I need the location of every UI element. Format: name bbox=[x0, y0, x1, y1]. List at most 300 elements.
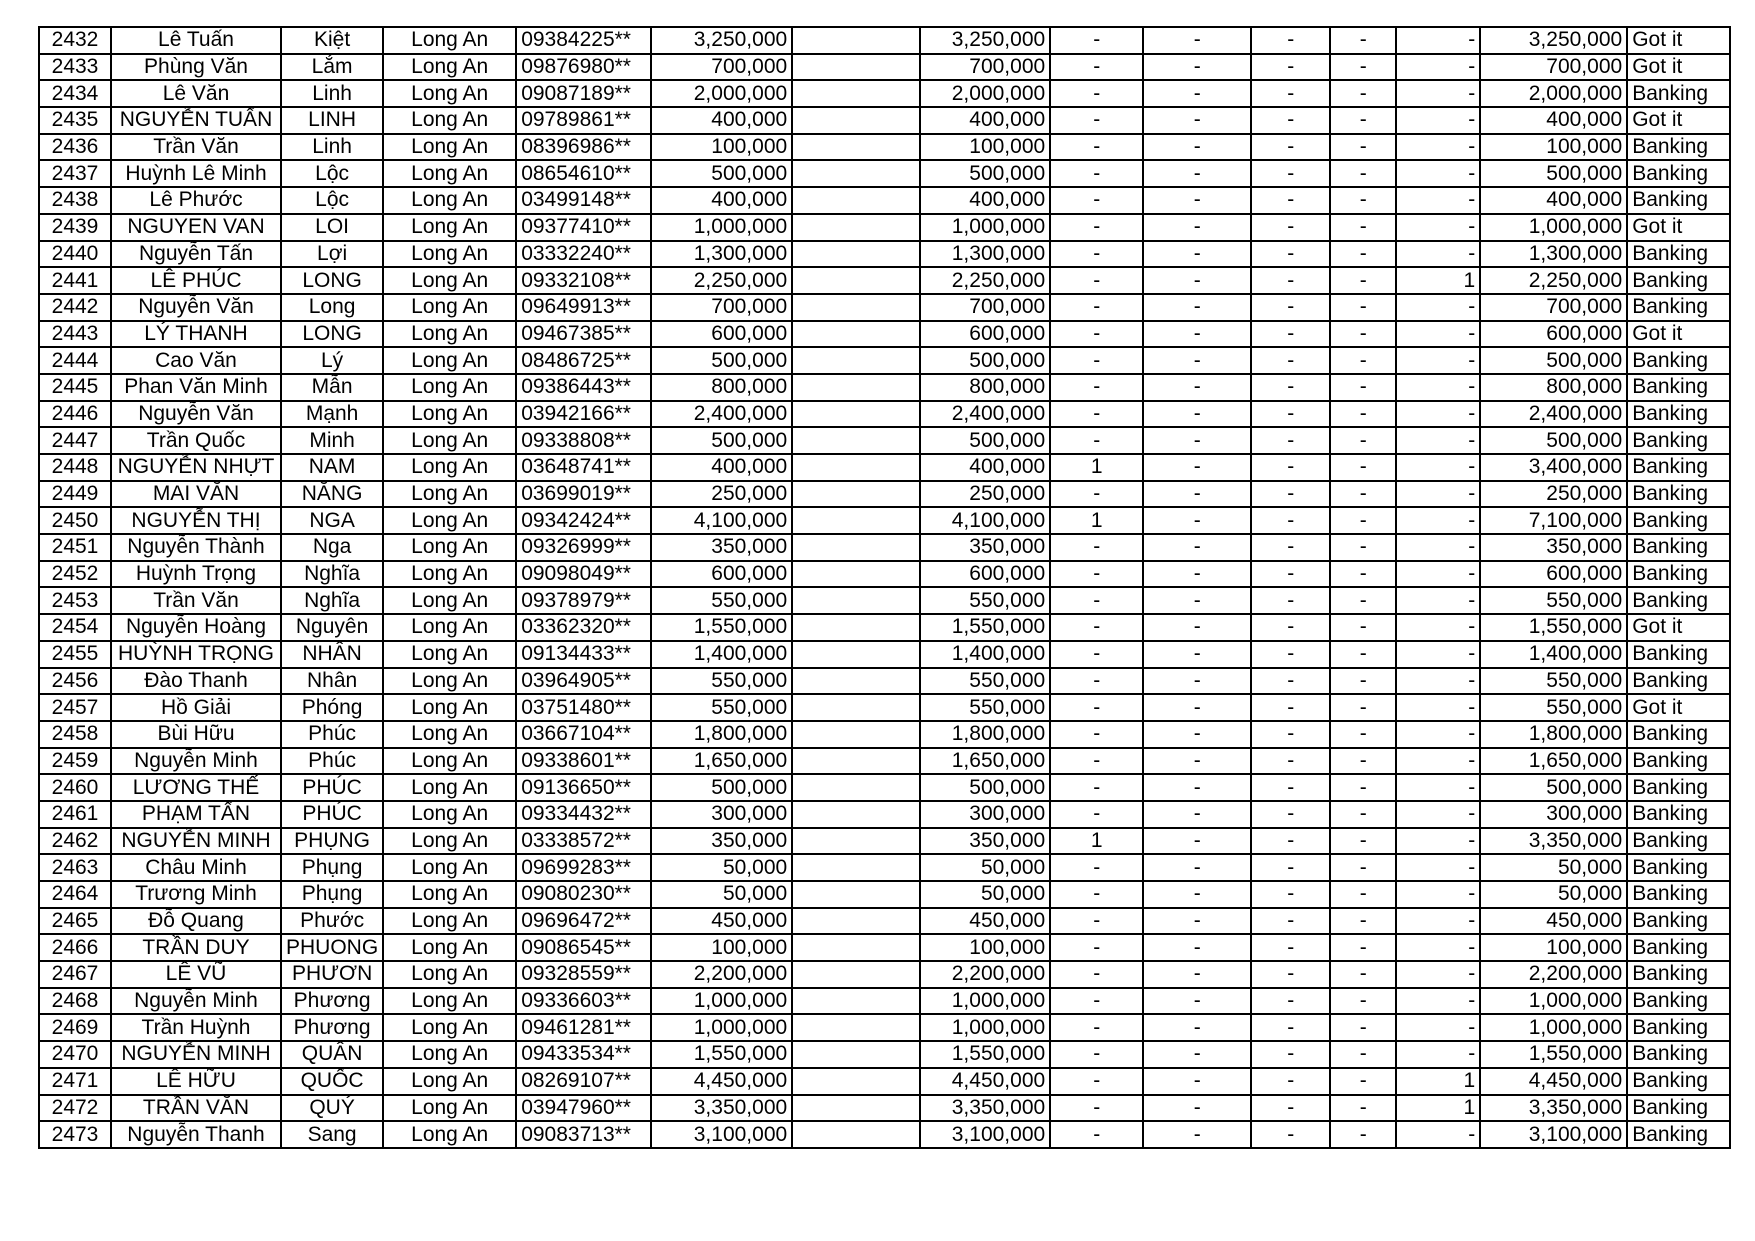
surname-cell: LÝ THANH bbox=[111, 321, 281, 348]
flag-5-cell: 1 bbox=[1396, 1068, 1480, 1095]
amount-cell: 1,650,000 bbox=[651, 748, 792, 775]
flag-2-cell: - bbox=[1143, 321, 1251, 348]
total-cell: 1,550,000 bbox=[1480, 1041, 1627, 1068]
flag-2-cell: - bbox=[1143, 160, 1251, 187]
surname-cell: Nguyễn Minh bbox=[111, 988, 281, 1015]
flag-2-cell: - bbox=[1143, 507, 1251, 534]
row-number-cell: 2469 bbox=[39, 1014, 111, 1041]
flag-3-cell: - bbox=[1251, 828, 1330, 855]
amount-cell: 1,000,000 bbox=[651, 1014, 792, 1041]
blank-cell bbox=[792, 721, 920, 748]
row-number-cell: 2467 bbox=[39, 961, 111, 988]
phone-cell: 08654610** bbox=[516, 160, 651, 187]
total-cell: 3,100,000 bbox=[1480, 1121, 1627, 1148]
amount-cell: 350,000 bbox=[651, 828, 792, 855]
flag-4-cell: - bbox=[1330, 721, 1396, 748]
payment-method-cell: Banking bbox=[1627, 294, 1730, 321]
amount-cell: 2,200,000 bbox=[651, 961, 792, 988]
total-cell: 600,000 bbox=[1480, 561, 1627, 588]
flag-1-cell: - bbox=[1050, 908, 1143, 935]
total-cell: 2,250,000 bbox=[1480, 267, 1627, 294]
row-number-cell: 2460 bbox=[39, 774, 111, 801]
flag-3-cell: - bbox=[1251, 160, 1330, 187]
blank-cell bbox=[792, 534, 920, 561]
flag-5-cell: - bbox=[1396, 507, 1480, 534]
flag-3-cell: - bbox=[1251, 267, 1330, 294]
flag-2-cell: - bbox=[1143, 534, 1251, 561]
row-number-cell: 2466 bbox=[39, 934, 111, 961]
surname-cell: MAI VĂN bbox=[111, 481, 281, 508]
flag-3-cell: - bbox=[1251, 80, 1330, 107]
flag-3-cell: - bbox=[1251, 374, 1330, 401]
total-cell: 300,000 bbox=[1480, 801, 1627, 828]
flag-3-cell: - bbox=[1251, 427, 1330, 454]
surname-cell: NGUYỄN NHỰT bbox=[111, 454, 281, 481]
flag-3-cell: - bbox=[1251, 1121, 1330, 1148]
total-cell: 2,200,000 bbox=[1480, 961, 1627, 988]
flag-4-cell: - bbox=[1330, 534, 1396, 561]
total-cell: 550,000 bbox=[1480, 694, 1627, 721]
flag-3-cell: - bbox=[1251, 54, 1330, 81]
flag-4-cell: - bbox=[1330, 454, 1396, 481]
amount-2-cell: 1,000,000 bbox=[920, 214, 1050, 241]
amount-cell: 500,000 bbox=[651, 160, 792, 187]
payment-method-cell: Banking bbox=[1627, 774, 1730, 801]
flag-4-cell: - bbox=[1330, 1121, 1396, 1148]
blank-cell bbox=[792, 934, 920, 961]
amount-cell: 1,550,000 bbox=[651, 614, 792, 641]
amount-2-cell: 1,650,000 bbox=[920, 748, 1050, 775]
blank-cell bbox=[792, 401, 920, 428]
flag-2-cell: - bbox=[1143, 214, 1251, 241]
total-cell: 350,000 bbox=[1480, 534, 1627, 561]
blank-cell bbox=[792, 134, 920, 161]
phone-cell: 09086545** bbox=[516, 934, 651, 961]
amount-cell: 700,000 bbox=[651, 294, 792, 321]
flag-4-cell: - bbox=[1330, 748, 1396, 775]
flag-2-cell: - bbox=[1143, 908, 1251, 935]
flag-2-cell: - bbox=[1143, 881, 1251, 908]
table-row bbox=[39, 454, 1730, 481]
flag-2-cell: - bbox=[1143, 587, 1251, 614]
surname-cell: Nguyễn Văn bbox=[111, 294, 281, 321]
amount-2-cell: 350,000 bbox=[920, 828, 1050, 855]
amount-cell: 800,000 bbox=[651, 374, 792, 401]
flag-5-cell: - bbox=[1396, 294, 1480, 321]
row-number-cell: 2437 bbox=[39, 160, 111, 187]
flag-4-cell: - bbox=[1330, 401, 1396, 428]
amount-cell: 300,000 bbox=[651, 801, 792, 828]
phone-cell: 03964905** bbox=[516, 668, 651, 695]
row-number-cell: 2455 bbox=[39, 641, 111, 668]
province-cell: Long An bbox=[383, 427, 516, 454]
table-row bbox=[39, 481, 1730, 508]
payment-method-cell: Banking bbox=[1627, 134, 1730, 161]
surname-cell: Huỳnh Trọng bbox=[111, 561, 281, 588]
province-cell: Long An bbox=[383, 934, 516, 961]
total-cell: 1,000,000 bbox=[1480, 1014, 1627, 1041]
total-cell: 500,000 bbox=[1480, 160, 1627, 187]
flag-1-cell: - bbox=[1050, 294, 1143, 321]
flag-2-cell: - bbox=[1143, 374, 1251, 401]
province-cell: Long An bbox=[383, 694, 516, 721]
surname-cell: Cao Văn bbox=[111, 347, 281, 374]
flag-5-cell: - bbox=[1396, 614, 1480, 641]
phone-cell: 09136650** bbox=[516, 774, 651, 801]
flag-2-cell: - bbox=[1143, 854, 1251, 881]
amount-2-cell: 250,000 bbox=[920, 481, 1050, 508]
province-cell: Long An bbox=[383, 54, 516, 81]
blank-cell bbox=[792, 54, 920, 81]
phone-cell: 03667104** bbox=[516, 721, 651, 748]
amount-2-cell: 550,000 bbox=[920, 587, 1050, 614]
blank-cell bbox=[792, 107, 920, 134]
flag-5-cell: - bbox=[1396, 241, 1480, 268]
amount-2-cell: 400,000 bbox=[920, 187, 1050, 214]
amount-cell: 450,000 bbox=[651, 908, 792, 935]
flag-5-cell: - bbox=[1396, 401, 1480, 428]
blank-cell bbox=[792, 1041, 920, 1068]
given-name-cell: Nguyên bbox=[281, 614, 383, 641]
total-cell: 50,000 bbox=[1480, 881, 1627, 908]
table-row bbox=[39, 267, 1730, 294]
flag-5-cell: - bbox=[1396, 694, 1480, 721]
blank-cell bbox=[792, 294, 920, 321]
payment-method-cell: Banking bbox=[1627, 854, 1730, 881]
flag-5-cell: - bbox=[1396, 934, 1480, 961]
amount-cell: 1,000,000 bbox=[651, 214, 792, 241]
amount-2-cell: 700,000 bbox=[920, 294, 1050, 321]
province-cell: Long An bbox=[383, 721, 516, 748]
row-number-cell: 2468 bbox=[39, 988, 111, 1015]
payment-method-cell: Banking bbox=[1627, 401, 1730, 428]
payment-method-cell: Banking bbox=[1627, 1095, 1730, 1122]
payment-method-cell: Banking bbox=[1627, 481, 1730, 508]
surname-cell: LÊ HỮU bbox=[111, 1068, 281, 1095]
flag-4-cell: - bbox=[1330, 1014, 1396, 1041]
province-cell: Long An bbox=[383, 80, 516, 107]
payment-method-cell: Banking bbox=[1627, 1121, 1730, 1148]
flag-1-cell: - bbox=[1050, 561, 1143, 588]
flag-3-cell: - bbox=[1251, 507, 1330, 534]
flag-1-cell: - bbox=[1050, 721, 1143, 748]
flag-5-cell: - bbox=[1396, 481, 1480, 508]
province-cell: Long An bbox=[383, 614, 516, 641]
amount-2-cell: 1,000,000 bbox=[920, 1014, 1050, 1041]
payment-method-cell: Banking bbox=[1627, 961, 1730, 988]
flag-1-cell: 1 bbox=[1050, 507, 1143, 534]
flag-3-cell: - bbox=[1251, 534, 1330, 561]
table-row bbox=[39, 80, 1730, 107]
surname-cell: Trần Văn bbox=[111, 134, 281, 161]
table-row bbox=[39, 614, 1730, 641]
flag-3-cell: - bbox=[1251, 107, 1330, 134]
amount-2-cell: 1,800,000 bbox=[920, 721, 1050, 748]
flag-4-cell: - bbox=[1330, 881, 1396, 908]
flag-5-cell: - bbox=[1396, 1121, 1480, 1148]
blank-cell bbox=[792, 1014, 920, 1041]
amount-2-cell: 1,550,000 bbox=[920, 1041, 1050, 1068]
row-number-cell: 2463 bbox=[39, 854, 111, 881]
flag-5-cell: - bbox=[1396, 988, 1480, 1015]
amount-2-cell: 2,250,000 bbox=[920, 267, 1050, 294]
payment-method-cell: Got it bbox=[1627, 107, 1730, 134]
flag-5-cell: - bbox=[1396, 427, 1480, 454]
total-cell: 2,400,000 bbox=[1480, 401, 1627, 428]
flag-1-cell: - bbox=[1050, 187, 1143, 214]
flag-3-cell: - bbox=[1251, 641, 1330, 668]
blank-cell bbox=[792, 267, 920, 294]
phone-cell: 09342424** bbox=[516, 507, 651, 534]
amount-cell: 1,800,000 bbox=[651, 721, 792, 748]
row-number-cell: 2454 bbox=[39, 614, 111, 641]
flag-1-cell: - bbox=[1050, 1121, 1143, 1148]
flag-1-cell: - bbox=[1050, 854, 1143, 881]
total-cell: 4,450,000 bbox=[1480, 1068, 1627, 1095]
row-number-cell: 2461 bbox=[39, 801, 111, 828]
row-number-cell: 2458 bbox=[39, 721, 111, 748]
amount-2-cell: 700,000 bbox=[920, 54, 1050, 81]
flag-1-cell: - bbox=[1050, 1041, 1143, 1068]
surname-cell: Huỳnh Lê Minh bbox=[111, 160, 281, 187]
phone-cell: 03332240** bbox=[516, 241, 651, 268]
amount-cell: 500,000 bbox=[651, 347, 792, 374]
flag-2-cell: - bbox=[1143, 241, 1251, 268]
surname-cell: Châu Minh bbox=[111, 854, 281, 881]
flag-2-cell: - bbox=[1143, 721, 1251, 748]
flag-1-cell: - bbox=[1050, 374, 1143, 401]
amount-cell: 2,400,000 bbox=[651, 401, 792, 428]
given-name-cell: Lý bbox=[281, 347, 383, 374]
flag-4-cell: - bbox=[1330, 427, 1396, 454]
table-row bbox=[39, 427, 1730, 454]
row-number-cell: 2435 bbox=[39, 107, 111, 134]
total-cell: 250,000 bbox=[1480, 481, 1627, 508]
surname-cell: NGUYỄN MINH bbox=[111, 828, 281, 855]
amount-2-cell: 3,100,000 bbox=[920, 1121, 1050, 1148]
flag-2-cell: - bbox=[1143, 934, 1251, 961]
total-cell: 800,000 bbox=[1480, 374, 1627, 401]
flag-1-cell: - bbox=[1050, 934, 1143, 961]
amount-2-cell: 800,000 bbox=[920, 374, 1050, 401]
given-name-cell: PHUONG bbox=[281, 934, 383, 961]
flag-5-cell: - bbox=[1396, 54, 1480, 81]
surname-cell: Nguyễn Thành bbox=[111, 534, 281, 561]
flag-4-cell: - bbox=[1330, 561, 1396, 588]
flag-5-cell: - bbox=[1396, 801, 1480, 828]
amount-cell: 100,000 bbox=[651, 934, 792, 961]
amount-2-cell: 2,000,000 bbox=[920, 80, 1050, 107]
flag-1-cell: 1 bbox=[1050, 828, 1143, 855]
table-body bbox=[39, 27, 1730, 1148]
flag-2-cell: - bbox=[1143, 27, 1251, 54]
flag-2-cell: - bbox=[1143, 961, 1251, 988]
flag-2-cell: - bbox=[1143, 801, 1251, 828]
payment-method-cell: Banking bbox=[1627, 748, 1730, 775]
flag-4-cell: - bbox=[1330, 507, 1396, 534]
blank-cell bbox=[792, 347, 920, 374]
flag-3-cell: - bbox=[1251, 748, 1330, 775]
table-row bbox=[39, 1095, 1730, 1122]
surname-cell: Lê Văn bbox=[111, 80, 281, 107]
flag-2-cell: - bbox=[1143, 1068, 1251, 1095]
row-number-cell: 2453 bbox=[39, 587, 111, 614]
flag-3-cell: - bbox=[1251, 587, 1330, 614]
flag-5-cell: - bbox=[1396, 1041, 1480, 1068]
flag-3-cell: - bbox=[1251, 27, 1330, 54]
amount-2-cell: 400,000 bbox=[920, 454, 1050, 481]
flag-5-cell: - bbox=[1396, 107, 1480, 134]
flag-4-cell: - bbox=[1330, 107, 1396, 134]
amount-cell: 250,000 bbox=[651, 481, 792, 508]
total-cell: 100,000 bbox=[1480, 134, 1627, 161]
province-cell: Long An bbox=[383, 321, 516, 348]
amount-cell: 600,000 bbox=[651, 561, 792, 588]
payment-method-cell: Got it bbox=[1627, 614, 1730, 641]
flag-5-cell: - bbox=[1396, 721, 1480, 748]
row-number-cell: 2446 bbox=[39, 401, 111, 428]
flag-1-cell: - bbox=[1050, 801, 1143, 828]
flag-5-cell: - bbox=[1396, 828, 1480, 855]
payment-table bbox=[38, 26, 1731, 1149]
flag-3-cell: - bbox=[1251, 347, 1330, 374]
row-number-cell: 2442 bbox=[39, 294, 111, 321]
flag-3-cell: - bbox=[1251, 614, 1330, 641]
row-number-cell: 2456 bbox=[39, 668, 111, 695]
flag-2-cell: - bbox=[1143, 427, 1251, 454]
blank-cell bbox=[792, 881, 920, 908]
blank-cell bbox=[792, 774, 920, 801]
surname-cell: Trần Huỳnh bbox=[111, 1014, 281, 1041]
province-cell: Long An bbox=[383, 347, 516, 374]
province-cell: Long An bbox=[383, 668, 516, 695]
amount-cell: 50,000 bbox=[651, 881, 792, 908]
province-cell: Long An bbox=[383, 561, 516, 588]
flag-4-cell: - bbox=[1330, 241, 1396, 268]
blank-cell bbox=[792, 1121, 920, 1148]
table-row bbox=[39, 961, 1730, 988]
phone-cell: 09334432** bbox=[516, 801, 651, 828]
province-cell: Long An bbox=[383, 828, 516, 855]
amount-2-cell: 400,000 bbox=[920, 107, 1050, 134]
flag-1-cell: - bbox=[1050, 1014, 1143, 1041]
province-cell: Long An bbox=[383, 401, 516, 428]
amount-cell: 1,400,000 bbox=[651, 641, 792, 668]
province-cell: Long An bbox=[383, 641, 516, 668]
flag-5-cell: - bbox=[1396, 80, 1480, 107]
phone-cell: 09876980** bbox=[516, 54, 651, 81]
flag-5-cell: - bbox=[1396, 160, 1480, 187]
flag-4-cell: - bbox=[1330, 160, 1396, 187]
flag-2-cell: - bbox=[1143, 694, 1251, 721]
flag-2-cell: - bbox=[1143, 614, 1251, 641]
flag-3-cell: - bbox=[1251, 881, 1330, 908]
table-row bbox=[39, 587, 1730, 614]
given-name-cell: Phương bbox=[281, 1014, 383, 1041]
province-cell: Long An bbox=[383, 961, 516, 988]
province-cell: Long An bbox=[383, 27, 516, 54]
given-name-cell: LONG bbox=[281, 267, 383, 294]
table-row bbox=[39, 187, 1730, 214]
surname-cell: Phan Văn Minh bbox=[111, 374, 281, 401]
flag-5-cell: - bbox=[1396, 1014, 1480, 1041]
flag-1-cell: - bbox=[1050, 748, 1143, 775]
total-cell: 550,000 bbox=[1480, 587, 1627, 614]
flag-3-cell: - bbox=[1251, 774, 1330, 801]
amount-2-cell: 50,000 bbox=[920, 881, 1050, 908]
amount-2-cell: 3,250,000 bbox=[920, 27, 1050, 54]
phone-cell: 09338601** bbox=[516, 748, 651, 775]
table-row bbox=[39, 534, 1730, 561]
flag-3-cell: - bbox=[1251, 561, 1330, 588]
flag-3-cell: - bbox=[1251, 1095, 1330, 1122]
flag-4-cell: - bbox=[1330, 641, 1396, 668]
payment-method-cell: Got it bbox=[1627, 694, 1730, 721]
phone-cell: 09087189** bbox=[516, 80, 651, 107]
flag-1-cell: - bbox=[1050, 587, 1143, 614]
row-number-cell: 2473 bbox=[39, 1121, 111, 1148]
given-name-cell: QUÝ bbox=[281, 1095, 383, 1122]
table-row bbox=[39, 294, 1730, 321]
given-name-cell: NGA bbox=[281, 507, 383, 534]
flag-2-cell: - bbox=[1143, 641, 1251, 668]
given-name-cell: NĂNG bbox=[281, 481, 383, 508]
total-cell: 500,000 bbox=[1480, 347, 1627, 374]
given-name-cell: Linh bbox=[281, 80, 383, 107]
given-name-cell: Nghĩa bbox=[281, 587, 383, 614]
blank-cell bbox=[792, 374, 920, 401]
flag-2-cell: - bbox=[1143, 828, 1251, 855]
flag-1-cell: - bbox=[1050, 160, 1143, 187]
surname-cell: NGUYEN VAN bbox=[111, 214, 281, 241]
province-cell: Long An bbox=[383, 801, 516, 828]
flag-4-cell: - bbox=[1330, 1095, 1396, 1122]
table-row bbox=[39, 107, 1730, 134]
flag-4-cell: - bbox=[1330, 801, 1396, 828]
blank-cell bbox=[792, 587, 920, 614]
blank-cell bbox=[792, 481, 920, 508]
flag-4-cell: - bbox=[1330, 774, 1396, 801]
table-row bbox=[39, 828, 1730, 855]
amount-2-cell: 2,200,000 bbox=[920, 961, 1050, 988]
blank-cell bbox=[792, 748, 920, 775]
surname-cell: TRẦN VĂN bbox=[111, 1095, 281, 1122]
flag-3-cell: - bbox=[1251, 294, 1330, 321]
phone-cell: 03338572** bbox=[516, 828, 651, 855]
phone-cell: 09467385** bbox=[516, 321, 651, 348]
payment-method-cell: Banking bbox=[1627, 801, 1730, 828]
total-cell: 1,650,000 bbox=[1480, 748, 1627, 775]
amount-2-cell: 550,000 bbox=[920, 668, 1050, 695]
phone-cell: 09083713** bbox=[516, 1121, 651, 1148]
phone-cell: 03699019** bbox=[516, 481, 651, 508]
table-row bbox=[39, 54, 1730, 81]
flag-3-cell: - bbox=[1251, 854, 1330, 881]
given-name-cell: PHỤNG bbox=[281, 828, 383, 855]
flag-5-cell: - bbox=[1396, 454, 1480, 481]
province-cell: Long An bbox=[383, 214, 516, 241]
table-row bbox=[39, 908, 1730, 935]
province-cell: Long An bbox=[383, 134, 516, 161]
payment-method-cell: Banking bbox=[1627, 80, 1730, 107]
payment-method-cell: Banking bbox=[1627, 1041, 1730, 1068]
given-name-cell: LINH bbox=[281, 107, 383, 134]
flag-1-cell: - bbox=[1050, 347, 1143, 374]
amount-2-cell: 500,000 bbox=[920, 427, 1050, 454]
amount-2-cell: 1,550,000 bbox=[920, 614, 1050, 641]
flag-1-cell: - bbox=[1050, 694, 1143, 721]
amount-2-cell: 100,000 bbox=[920, 134, 1050, 161]
